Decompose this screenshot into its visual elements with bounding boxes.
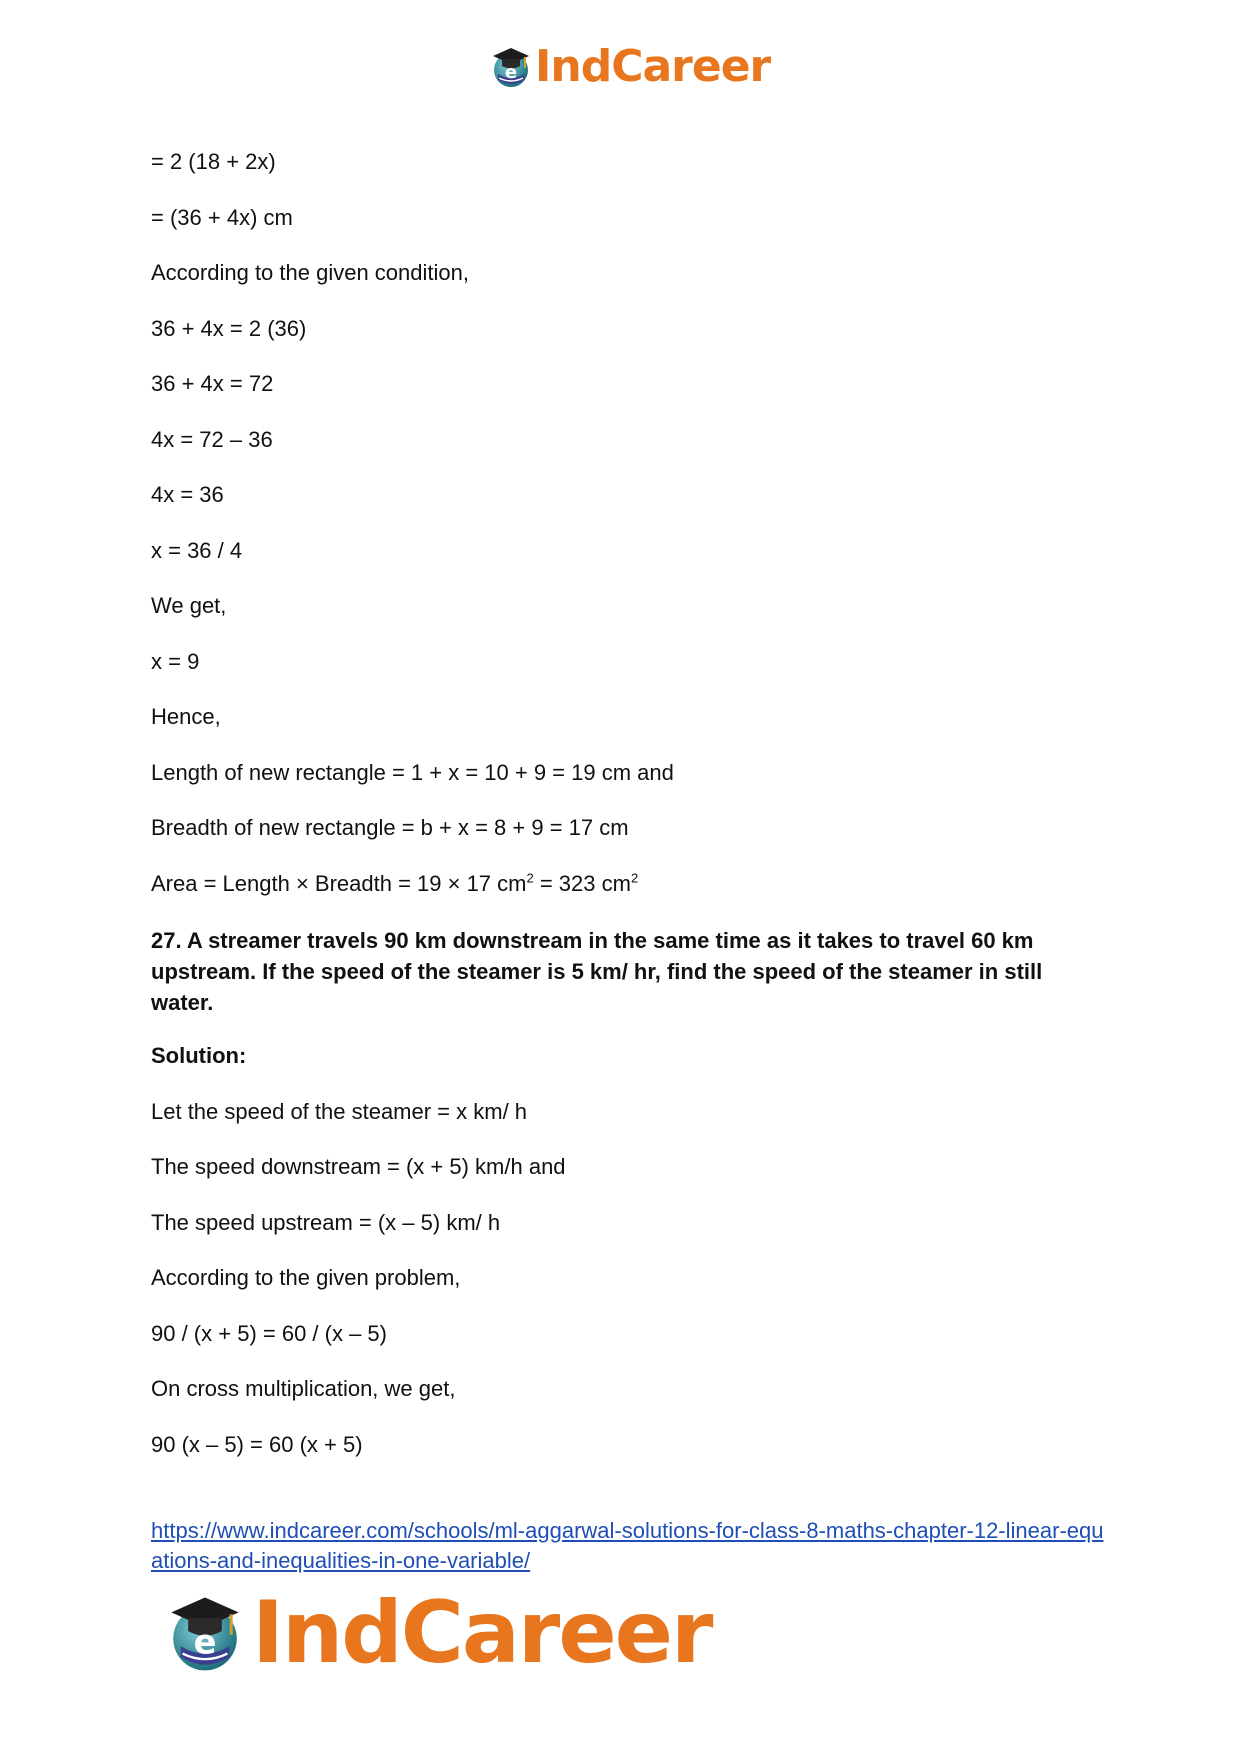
graduation-globe-icon (162, 1590, 248, 1676)
text-line: According to the given condition, (151, 260, 469, 285)
svg-text:e: e (193, 1622, 217, 1662)
area-text-part2: = 323 cm (533, 870, 631, 896)
solution-line: According to the given problem, (151, 1265, 461, 1290)
solution-line: The speed downstream = (x + 5) km/h and (151, 1154, 566, 1179)
text-line: 4x = 72 – 36 (151, 426, 273, 452)
area-text-part1: Area = Length × Breadth = 19 × 17 cm (151, 870, 527, 896)
svg-text:e: e (504, 62, 518, 83)
text-line: 36 + 4x = 2 (36) (151, 315, 307, 341)
text-line: Breadth of new rectangle = b + x = 8 + 9 = 17 cm (151, 815, 629, 840)
area-superscript-2: 2 (630, 870, 639, 886)
text-line: We get, (151, 593, 227, 618)
solution-line: The speed upstream = (x – 5) km/ h (151, 1209, 501, 1235)
text-line: 36 + 4x = 72 (151, 371, 274, 396)
header-logo (489, 42, 770, 92)
text-line: = 2 (18 + 2x) (151, 149, 276, 174)
text-line: Hence, (151, 704, 221, 729)
solution-line: Let the speed of the steamer = x km/ h (151, 1098, 528, 1124)
text-line: Length of new rectangle = 1 + x = 10 + 9 = 19 cm and (151, 759, 674, 785)
graduation-globe-icon (489, 44, 533, 90)
solution-line: 90 (x – 5) = 60 (x + 5) (151, 1431, 363, 1457)
text-line: = (36 + 4x) cm (151, 204, 293, 230)
area-line (151, 870, 1101, 898)
solution-line: 90 / (x + 5) = 60 / (x – 5) (151, 1320, 387, 1346)
header-logo-text: IndCareer (535, 41, 771, 92)
question-27: 27. A streamer travels 90 km downstream in the same time as it takes to travel 60 km upstream. If the speed of the steamer is 5 km/ hr, find the speed of the steamer in still water. (151, 928, 1043, 1015)
area-superscript-1: 2 (526, 870, 534, 886)
text-line: x = 9 (151, 648, 200, 674)
footer-logo (162, 1583, 712, 1683)
source-link[interactable]: https://www.indcareer.com/schools/ml-aggarwal-solutions-for-class-8-maths-chapter-12-linear-equations-and-inequalities-in-one-variable/ (151, 1518, 1104, 1573)
footer-logo-text: IndCareer (252, 1583, 712, 1683)
solution-line: On cross multiplication, we get, (151, 1376, 456, 1401)
text-line: x = 36 / 4 (151, 537, 243, 563)
solution-label: Solution: (151, 1043, 247, 1068)
text-line: 4x = 36 (151, 482, 224, 507)
document-body (151, 148, 1101, 1486)
